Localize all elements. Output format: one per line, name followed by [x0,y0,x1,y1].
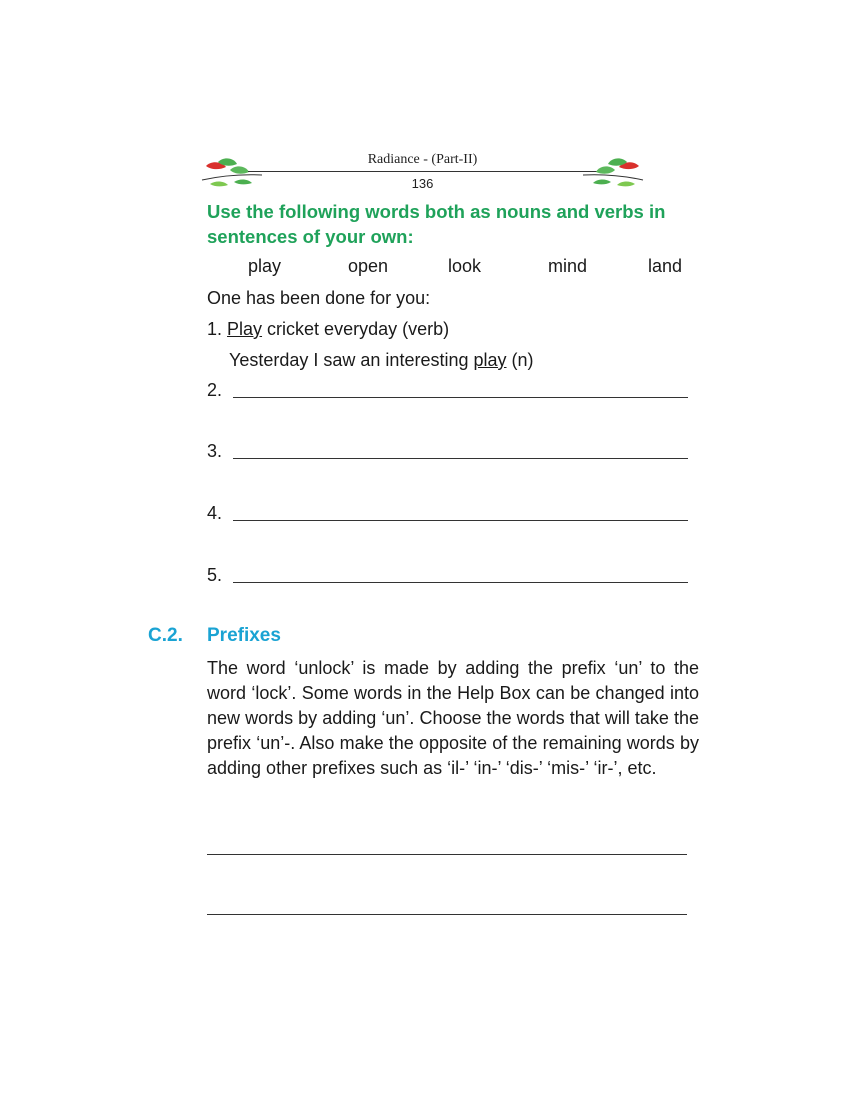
page-number: 136 [411,176,434,191]
word-item: look [448,256,482,276]
word-item: land [648,256,683,276]
book-title: Radiance - (Part-II) [367,152,478,167]
answer-blank[interactable] [207,854,687,855]
word-item: mind [548,256,588,276]
answer-blank[interactable] [233,458,688,459]
header-rule [248,171,597,172]
exercise-instruction: Use the following words both as nouns and verbs in sentences of your own: [207,201,666,247]
answer-line[interactable] [207,503,692,525]
example-intro: One has been done for you: [207,288,431,308]
section-title: Prefixes [207,625,281,646]
answer-line[interactable] [207,565,692,587]
answer-number: 4. [207,503,223,523]
example-verb-word: Play [227,319,263,339]
example-verb-sentence [207,318,449,340]
example-noun-after: (n) [506,350,534,370]
example-noun-sentence [229,349,534,371]
example-noun-word: play [473,350,507,370]
page-header [200,150,645,192]
answer-blank[interactable] [233,520,688,521]
answer-line[interactable] [207,380,692,402]
section-label: C.2. [148,625,183,646]
answer-number: 5. [207,565,223,585]
word-item: open [348,256,389,276]
answer-line[interactable] [207,441,692,463]
answer-number: 2. [207,380,223,400]
example-verb-rest: cricket everyday (verb) [262,319,450,339]
leaf-vine-right-icon [583,154,645,188]
answer-number: 3. [207,441,223,461]
example-number: 1. [207,319,223,339]
section-paragraph: The word ‘unlock’ is made by adding the prefix ‘un’ to the word ‘lock’. Some words in the Help Box can be changed into new words by adding ‘un’. Choose the words that will take the prefix ‘un’-. Also make the opposite of the remaining words by adding other prefixes such as ‘il-’ ‘in-’ ‘dis-’ ‘mis-’ ‘ir-’, etc. [207,658,699,778]
example-noun-before: Yesterday I saw an interesting [229,350,474,370]
answer-blank[interactable] [233,582,688,583]
word-item: play [248,256,282,276]
answer-blank[interactable] [207,914,687,915]
answer-blank[interactable] [233,397,688,398]
word-list [207,256,707,280]
